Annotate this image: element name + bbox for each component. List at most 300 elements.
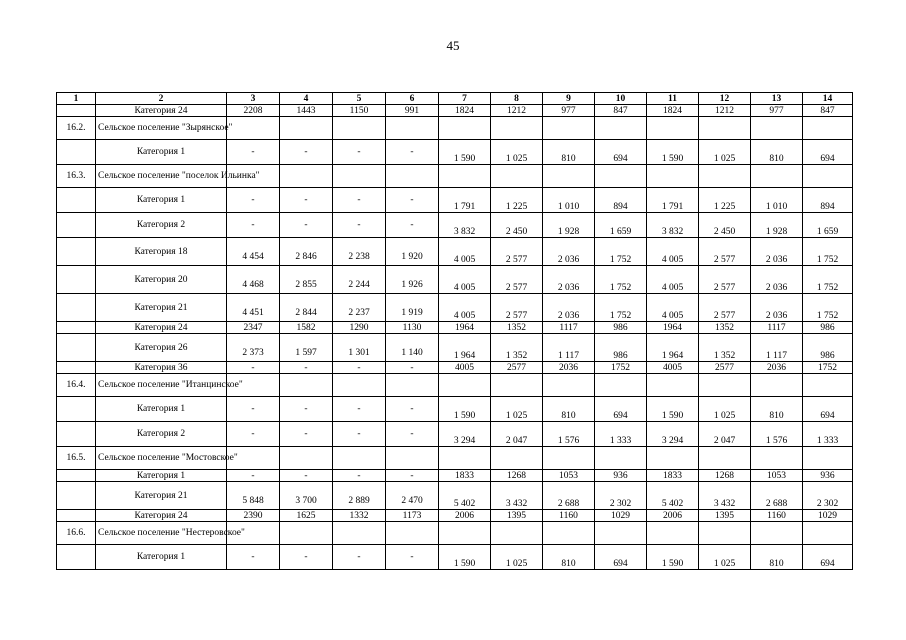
value-cell: 1029	[803, 510, 853, 522]
value-cell	[647, 522, 699, 545]
value-cell: -	[280, 140, 333, 165]
row-number-cell	[57, 362, 96, 374]
value-cell	[543, 374, 595, 397]
value-cell: 1824	[647, 105, 699, 117]
value-cell: 1 301	[333, 334, 386, 362]
value-cell: 810	[543, 140, 595, 165]
row-name-cell: Категория 36	[96, 362, 227, 374]
row-number-cell	[57, 422, 96, 447]
value-cell: 1 590	[647, 140, 699, 165]
value-cell: -	[386, 422, 439, 447]
value-cell: 1 752	[803, 266, 853, 294]
value-cell: 4 005	[439, 266, 491, 294]
value-cell: 1173	[386, 510, 439, 522]
column-header: 4	[280, 93, 333, 105]
value-cell: -	[333, 470, 386, 482]
value-cell: 2 688	[543, 482, 595, 510]
value-cell: 1 576	[751, 422, 803, 447]
value-cell: 1 659	[595, 213, 647, 238]
value-cell: 3 294	[647, 422, 699, 447]
value-cell: -	[227, 362, 280, 374]
value-cell: 1053	[751, 470, 803, 482]
value-cell: 1 659	[803, 213, 853, 238]
value-cell	[333, 165, 386, 188]
table-row	[57, 213, 853, 238]
value-cell: 694	[803, 545, 853, 570]
value-cell: 2 302	[595, 482, 647, 510]
row-name-cell: Сельское поселение "Зырянское"	[96, 117, 227, 140]
value-cell: -	[227, 213, 280, 238]
value-cell	[280, 374, 333, 397]
value-cell: 5 402	[439, 482, 491, 510]
value-cell: 1833	[647, 470, 699, 482]
value-cell: 1 590	[647, 397, 699, 422]
value-cell: 2 047	[491, 422, 543, 447]
value-cell: 1 919	[386, 294, 439, 322]
value-cell: 2 036	[543, 238, 595, 266]
value-cell: 2006	[647, 510, 699, 522]
row-number-cell	[57, 294, 96, 322]
value-cell: 1 025	[491, 545, 543, 570]
value-cell: 847	[803, 105, 853, 117]
value-cell	[647, 117, 699, 140]
row-name-cell: Категория 2	[96, 422, 227, 447]
column-header: 6	[386, 93, 439, 105]
value-cell: 894	[595, 188, 647, 213]
value-cell: 2 450	[699, 213, 751, 238]
value-cell: 694	[595, 397, 647, 422]
value-cell: 5 848	[227, 482, 280, 510]
value-cell: 1625	[280, 510, 333, 522]
value-cell: 1160	[751, 510, 803, 522]
value-cell	[803, 447, 853, 470]
row-name-cell: Категория 26	[96, 334, 227, 362]
value-cell	[439, 522, 491, 545]
value-cell	[699, 447, 751, 470]
value-cell: -	[333, 213, 386, 238]
value-cell: 694	[803, 397, 853, 422]
value-cell: 1 576	[543, 422, 595, 447]
value-cell	[595, 447, 647, 470]
value-cell: -	[386, 213, 439, 238]
value-cell: 986	[595, 322, 647, 334]
value-cell	[491, 374, 543, 397]
value-cell: -	[386, 545, 439, 570]
value-cell: 1 025	[491, 140, 543, 165]
value-cell: 810	[543, 397, 595, 422]
row-name-cell: Категория 24	[96, 105, 227, 117]
row-number-cell: 16.6.	[57, 522, 96, 545]
value-cell	[386, 165, 439, 188]
column-header: 1	[57, 93, 96, 105]
value-cell	[699, 374, 751, 397]
value-cell: 1 926	[386, 266, 439, 294]
value-cell: 3 700	[280, 482, 333, 510]
value-cell: 1 117	[751, 334, 803, 362]
value-cell: 1 928	[751, 213, 803, 238]
table-row	[57, 510, 853, 522]
value-cell: 2 450	[491, 213, 543, 238]
value-cell: 1212	[491, 105, 543, 117]
value-cell: 2 577	[491, 238, 543, 266]
value-cell: 1582	[280, 322, 333, 334]
value-cell: 2347	[227, 322, 280, 334]
value-cell: 1824	[439, 105, 491, 117]
value-cell: 2 577	[699, 238, 751, 266]
row-number-cell	[57, 105, 96, 117]
row-number-cell: 16.3.	[57, 165, 96, 188]
value-cell: 1 964	[439, 334, 491, 362]
table-row	[57, 470, 853, 482]
value-cell: 2 577	[491, 266, 543, 294]
row-name-cell: Категория 20	[96, 266, 227, 294]
value-cell: -	[333, 140, 386, 165]
value-cell: 4005	[647, 362, 699, 374]
value-cell: 2 238	[333, 238, 386, 266]
row-name-cell: Категория 24	[96, 510, 227, 522]
value-cell	[439, 374, 491, 397]
value-cell: 1 225	[699, 188, 751, 213]
row-number-cell: 16.5.	[57, 447, 96, 470]
value-cell	[280, 165, 333, 188]
value-cell: 2 688	[751, 482, 803, 510]
value-cell: 810	[751, 545, 803, 570]
value-cell: 1332	[333, 510, 386, 522]
value-cell: 1268	[491, 470, 543, 482]
value-cell	[647, 447, 699, 470]
value-cell: 4 005	[439, 294, 491, 322]
value-cell: -	[280, 422, 333, 447]
value-cell	[751, 522, 803, 545]
value-cell: 1 590	[439, 545, 491, 570]
row-number-cell	[57, 213, 96, 238]
value-cell	[751, 165, 803, 188]
value-cell: 1 025	[699, 140, 751, 165]
value-cell: 810	[751, 140, 803, 165]
value-cell: 2 844	[280, 294, 333, 322]
value-cell: 694	[803, 140, 853, 165]
value-cell: 2 302	[803, 482, 853, 510]
value-cell: 1 140	[386, 334, 439, 362]
table-row	[57, 447, 853, 470]
value-cell: 3 832	[647, 213, 699, 238]
value-cell: 5 402	[647, 482, 699, 510]
header-row	[57, 93, 853, 105]
value-cell	[386, 374, 439, 397]
value-cell: 4 005	[439, 238, 491, 266]
row-name-cell: Категория 1	[96, 397, 227, 422]
value-cell: 810	[751, 397, 803, 422]
table-body	[57, 105, 853, 570]
column-header: 3	[227, 93, 280, 105]
row-number-cell	[57, 334, 96, 362]
value-cell	[699, 522, 751, 545]
value-cell	[543, 522, 595, 545]
table-row	[57, 422, 853, 447]
row-name-cell: Категория 21	[96, 294, 227, 322]
table-row	[57, 266, 853, 294]
value-cell: 1 352	[699, 334, 751, 362]
row-number-cell	[57, 238, 96, 266]
value-cell: 2 846	[280, 238, 333, 266]
value-cell: 2 036	[751, 294, 803, 322]
value-cell: 1 010	[543, 188, 595, 213]
row-name-cell: Категория 2	[96, 213, 227, 238]
value-cell: 1212	[699, 105, 751, 117]
value-cell: 2577	[491, 362, 543, 374]
value-cell: -	[227, 188, 280, 213]
row-number-cell	[57, 188, 96, 213]
value-cell: 2036	[543, 362, 595, 374]
value-cell: 1352	[491, 322, 543, 334]
value-cell: 1752	[803, 362, 853, 374]
value-cell: 1 752	[803, 238, 853, 266]
row-name-cell: Категория 21	[96, 482, 227, 510]
row-name-cell: Категория 1	[96, 470, 227, 482]
value-cell	[595, 522, 647, 545]
value-cell: -	[386, 140, 439, 165]
value-cell: 1 791	[439, 188, 491, 213]
column-header: 14	[803, 93, 853, 105]
column-header: 8	[491, 93, 543, 105]
value-cell: 2036	[751, 362, 803, 374]
row-name-cell: Категория 24	[96, 322, 227, 334]
value-cell	[543, 447, 595, 470]
value-cell	[647, 165, 699, 188]
value-cell	[439, 117, 491, 140]
value-cell: 1 752	[595, 238, 647, 266]
value-cell: 1395	[491, 510, 543, 522]
value-cell	[386, 522, 439, 545]
value-cell	[751, 374, 803, 397]
value-cell	[751, 447, 803, 470]
value-cell: 1752	[595, 362, 647, 374]
table-row	[57, 322, 853, 334]
value-cell: -	[227, 422, 280, 447]
value-cell: 1 920	[386, 238, 439, 266]
value-cell	[386, 117, 439, 140]
value-cell: 1 752	[595, 294, 647, 322]
column-header: 13	[751, 93, 803, 105]
value-cell: 3 432	[699, 482, 751, 510]
value-cell: 991	[386, 105, 439, 117]
value-cell: 1964	[439, 322, 491, 334]
value-cell: 694	[595, 140, 647, 165]
row-number-cell	[57, 470, 96, 482]
value-cell: 1 333	[595, 422, 647, 447]
value-cell: 2 889	[333, 482, 386, 510]
value-cell	[491, 165, 543, 188]
value-cell: -	[280, 362, 333, 374]
value-cell: -	[333, 362, 386, 374]
row-name-cell: Сельское поселение "Итанцинское"	[96, 374, 227, 397]
value-cell: 4 468	[227, 266, 280, 294]
value-cell: -	[280, 188, 333, 213]
table-row	[57, 397, 853, 422]
value-cell	[280, 447, 333, 470]
value-cell: 3 832	[439, 213, 491, 238]
table-row	[57, 334, 853, 362]
row-number-cell	[57, 140, 96, 165]
value-cell	[699, 165, 751, 188]
value-cell: 1 025	[699, 397, 751, 422]
value-cell: 1833	[439, 470, 491, 482]
value-cell: 2208	[227, 105, 280, 117]
table-row	[57, 165, 853, 188]
value-cell: 1 590	[439, 397, 491, 422]
table-row	[57, 140, 853, 165]
value-cell: 4 005	[647, 266, 699, 294]
value-cell: 2390	[227, 510, 280, 522]
value-cell	[803, 522, 853, 545]
value-cell: -	[280, 213, 333, 238]
value-cell: -	[333, 397, 386, 422]
column-header: 10	[595, 93, 647, 105]
value-cell: 936	[595, 470, 647, 482]
value-cell: 1 597	[280, 334, 333, 362]
row-number-cell	[57, 510, 96, 522]
value-cell: -	[227, 545, 280, 570]
value-cell: 2 036	[543, 266, 595, 294]
value-cell: 4 454	[227, 238, 280, 266]
value-cell: 2 855	[280, 266, 333, 294]
table-row	[57, 482, 853, 510]
value-cell: 3 294	[439, 422, 491, 447]
value-cell: -	[227, 397, 280, 422]
value-cell: 847	[595, 105, 647, 117]
value-cell	[751, 117, 803, 140]
value-cell: 977	[543, 105, 595, 117]
row-name-cell: Сельское поселение "Нестеровское"	[96, 522, 227, 545]
value-cell	[595, 165, 647, 188]
value-cell	[333, 374, 386, 397]
value-cell: 1290	[333, 322, 386, 334]
table-row	[57, 238, 853, 266]
value-cell: 1 117	[543, 334, 595, 362]
row-number-cell	[57, 545, 96, 570]
value-cell: -	[280, 397, 333, 422]
value-cell	[595, 374, 647, 397]
value-cell	[491, 522, 543, 545]
value-cell: -	[386, 362, 439, 374]
value-cell: 986	[595, 334, 647, 362]
value-cell: 1 352	[491, 334, 543, 362]
table-row	[57, 117, 853, 140]
value-cell: 4005	[439, 362, 491, 374]
row-number-cell	[57, 397, 96, 422]
value-cell	[543, 117, 595, 140]
value-cell: -	[280, 545, 333, 570]
table-row	[57, 294, 853, 322]
value-cell: 1 928	[543, 213, 595, 238]
value-cell: 1130	[386, 322, 439, 334]
row-number-cell	[57, 482, 96, 510]
value-cell	[699, 117, 751, 140]
value-cell	[803, 165, 853, 188]
value-cell	[439, 165, 491, 188]
value-cell: 2006	[439, 510, 491, 522]
table-row	[57, 188, 853, 213]
value-cell	[543, 165, 595, 188]
value-cell: 4 005	[647, 238, 699, 266]
value-cell: 2577	[699, 362, 751, 374]
page-number: 45	[446, 38, 460, 53]
value-cell: 1117	[751, 322, 803, 334]
row-number-cell	[57, 266, 96, 294]
value-cell: 1964	[647, 322, 699, 334]
row-name-cell: Категория 1	[96, 140, 227, 165]
value-cell: -	[386, 188, 439, 213]
value-cell: -	[386, 397, 439, 422]
column-header: 12	[699, 93, 751, 105]
table-row	[57, 105, 853, 117]
row-name-cell: Сельское поселение "поселок Ильинка"	[96, 165, 227, 188]
row-number-cell	[57, 322, 96, 334]
value-cell: 1268	[699, 470, 751, 482]
value-cell: 2 577	[699, 294, 751, 322]
tariff-table	[56, 92, 853, 570]
row-number-cell: 16.2.	[57, 117, 96, 140]
value-cell: 810	[543, 545, 595, 570]
value-cell: 1 025	[491, 397, 543, 422]
value-cell: 1443	[280, 105, 333, 117]
value-cell: 1395	[699, 510, 751, 522]
column-header: 11	[647, 93, 699, 105]
value-cell: 894	[803, 188, 853, 213]
value-cell	[333, 447, 386, 470]
column-header: 9	[543, 93, 595, 105]
column-header: 2	[96, 93, 227, 105]
value-cell: -	[227, 140, 280, 165]
value-cell: 1117	[543, 322, 595, 334]
value-cell	[386, 447, 439, 470]
value-cell: 2 577	[699, 266, 751, 294]
row-number-cell: 16.4.	[57, 374, 96, 397]
value-cell: 1 752	[803, 294, 853, 322]
value-cell: 1 590	[439, 140, 491, 165]
value-cell: 1 590	[647, 545, 699, 570]
row-name-cell: Категория 18	[96, 238, 227, 266]
value-cell: 4 005	[647, 294, 699, 322]
value-cell: 1 010	[751, 188, 803, 213]
table-row	[57, 522, 853, 545]
value-cell: 1 964	[647, 334, 699, 362]
value-cell: -	[333, 188, 386, 213]
value-cell: 1053	[543, 470, 595, 482]
value-cell: 4 451	[227, 294, 280, 322]
value-cell: 2 047	[699, 422, 751, 447]
value-cell: 1 333	[803, 422, 853, 447]
value-cell	[333, 117, 386, 140]
value-cell: 1 025	[699, 545, 751, 570]
value-cell: -	[386, 470, 439, 482]
value-cell: 2 036	[751, 238, 803, 266]
value-cell: 2 036	[543, 294, 595, 322]
value-cell: 1160	[543, 510, 595, 522]
value-cell: 694	[595, 545, 647, 570]
value-cell: 1 791	[647, 188, 699, 213]
value-cell	[647, 374, 699, 397]
value-cell: 2 470	[386, 482, 439, 510]
column-header: 5	[333, 93, 386, 105]
value-cell	[280, 522, 333, 545]
value-cell: 2 244	[333, 266, 386, 294]
value-cell	[803, 117, 853, 140]
row-name-cell: Категория 1	[96, 188, 227, 213]
value-cell: 977	[751, 105, 803, 117]
value-cell	[280, 117, 333, 140]
value-cell	[227, 117, 280, 140]
